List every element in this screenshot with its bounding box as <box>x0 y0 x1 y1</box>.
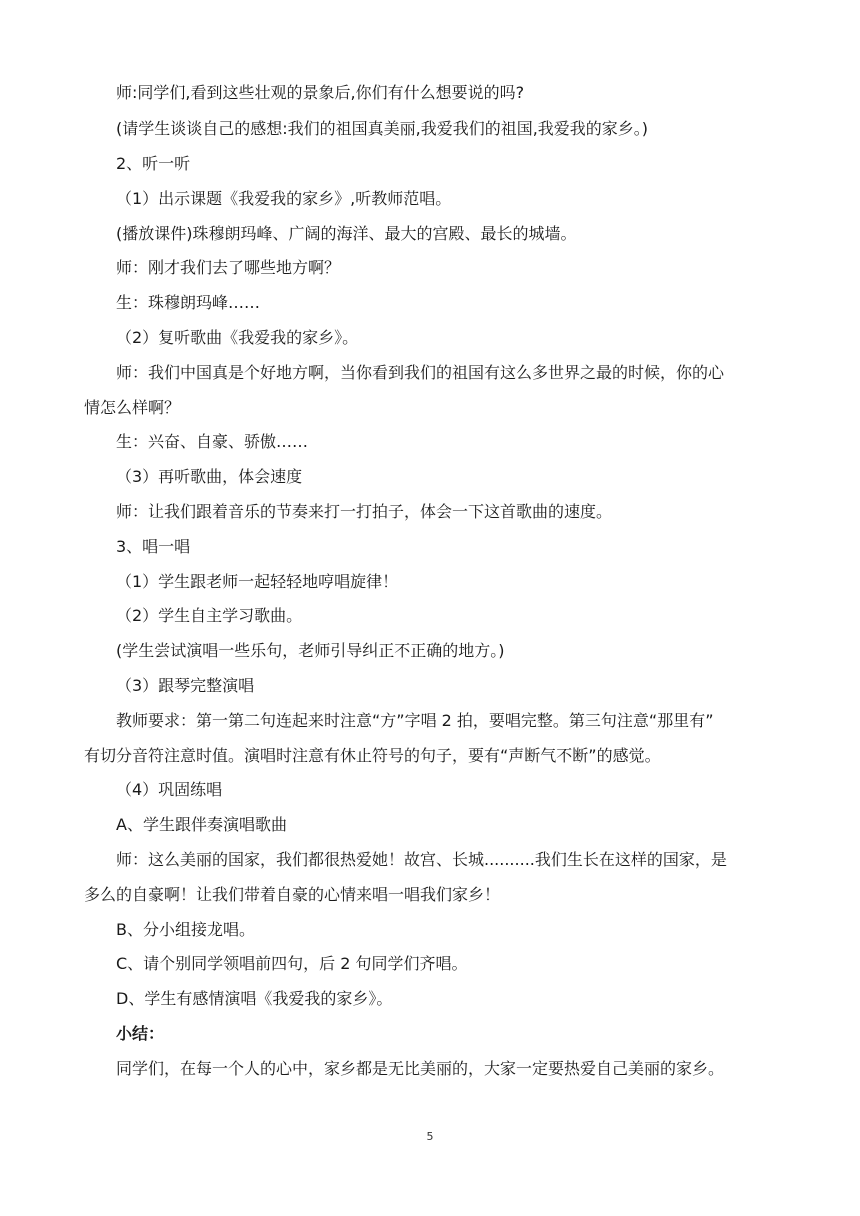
text-line: A、学生跟伴奏演唱歌曲 <box>116 815 287 834</box>
text-line: 情怎么样啊？ <box>84 398 181 417</box>
text-line: 师：刚才我们去了哪些地方啊？ <box>116 258 341 277</box>
text-line: D、学生有感情演唱《我爱我的家乡》。 <box>116 989 393 1008</box>
text-line: 教师要求：第一第二句连起来时注意“方”字唱 2 拍，要唱完整。第三句注意“那里有” <box>116 711 714 730</box>
text-line: C、请个别同学领唱前四句，后 2 句同学们齐唱。 <box>116 954 468 973</box>
section-heading: 2、听一听 <box>116 154 191 173</box>
text-line: (学生尝试演唱一些乐句，老师引导纠正不正确的地方。) <box>116 641 505 660</box>
text-line: (播放课件)珠穆朗玛峰、广阔的海洋、最大的宫殿、最长的城墙。 <box>116 224 577 243</box>
text-line: （1）学生跟老师一起轻轻地哼唱旋律！ <box>116 572 399 591</box>
text-line: 生：珠穆朗玛峰…… <box>116 293 261 312</box>
text-line: 师：这么美丽的国家，我们都很热爱她！故宫、长城..........我们生长在这样的国家，是 <box>116 850 727 869</box>
text-line: 师：我们中国真是个好地方啊，当你看到我们的祖国有这么多世界之最的时候，你的心 <box>116 363 725 382</box>
text-line: （3）跟琴完整演唱 <box>116 676 255 695</box>
text-line: 生：兴奋、自豪、骄傲…… <box>116 432 309 451</box>
text-line: （2）学生自主学习歌曲。 <box>116 606 303 625</box>
text-line: （3）再听歌曲，体会速度 <box>116 467 303 486</box>
text-line: B、分小组接龙唱。 <box>116 920 255 939</box>
page-number: 5 <box>426 1130 434 1143</box>
text-line: 师：让我们跟着音乐的节奏来打一打拍子，体会一下这首歌曲的速度。 <box>116 502 613 521</box>
text-line: (请学生谈谈自己的感想:我们的祖国真美丽,我爱我们的祖国,我爱我的家乡。) <box>116 119 649 138</box>
text-line: （4）巩固练唱 <box>116 780 223 799</box>
text-line: （2）复听歌曲《我爱我的家乡》。 <box>116 328 359 347</box>
text-line: 师:同学们,看到这些壮观的景象后,你们有什么想要说的吗? <box>116 83 525 102</box>
summary-heading: 小结： <box>116 1024 165 1043</box>
text-line: （1）出示课题《我爱我的家乡》,听教师范唱。 <box>116 189 452 208</box>
text-line: 有切分音符注意时值。演唱时注意有休止符号的句子，要有“声断气不断”的感觉。 <box>84 746 661 765</box>
section-heading: 3、唱一唱 <box>116 537 191 556</box>
text-line: 同学们，在每一个人的心中，家乡都是无比美丽的，大家一定要热爱自己美丽的家乡。 <box>116 1059 725 1078</box>
text-line: 多么的自豪啊！让我们带着自豪的心情来唱一唱我们家乡！ <box>84 885 501 904</box>
